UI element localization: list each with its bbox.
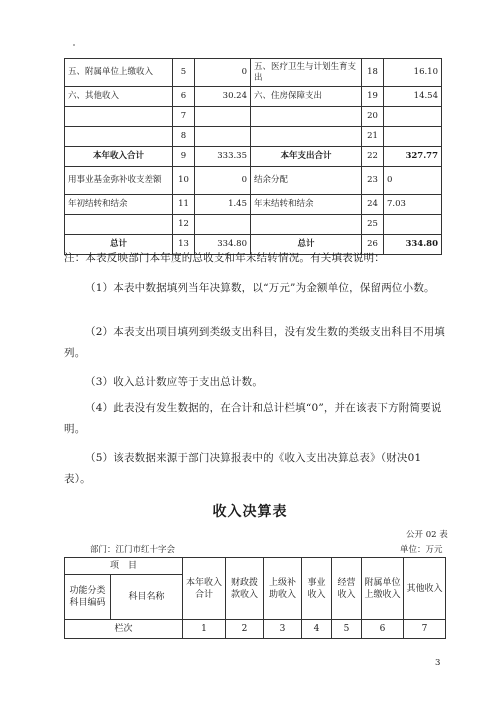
expense-total-value: 334.80 (384, 235, 442, 255)
page-number: 3 (435, 658, 441, 668)
row-number: 21 (362, 127, 384, 147)
notes-intro: 注：本表反映部门本年度的总收支和年末结转情况。有关填表说明： (64, 252, 385, 264)
col-number: 2 (226, 620, 264, 639)
table-row (65, 107, 442, 127)
unit-label: 单位：万元 (400, 545, 443, 555)
expense-subtotal-value: 327.77 (384, 147, 442, 167)
row-label: 栏次 (65, 620, 183, 639)
income-table-title: 收入决算表 (212, 504, 288, 520)
income-value (195, 215, 251, 235)
table-row (65, 127, 442, 147)
scan-mark (73, 44, 75, 46)
income-subtotal-value: 333.35 (195, 147, 251, 167)
note-1: （1）本表中数据填列当年决算数，以“万元”为金额单位，保留两位小数。 (85, 282, 435, 294)
table-row (65, 59, 442, 87)
table-row (65, 215, 442, 235)
income-item: 六、其他收入 (65, 87, 173, 107)
expense-value: 14.54 (384, 87, 442, 107)
income-item (65, 127, 173, 147)
table-row-subtotal (65, 147, 442, 167)
row-number: 5 (173, 59, 195, 87)
row-number: 26 (362, 235, 384, 255)
expense-item: 年末结转和结余 (251, 195, 362, 215)
income-value: 30.24 (195, 87, 251, 107)
income-value: 0 (195, 167, 251, 195)
table-row (65, 167, 442, 195)
note-3: （3）收入总计数应等于支出总计数。 (85, 376, 264, 388)
income-value (195, 107, 251, 127)
expense-item: 五、医疗卫生与计划生育支出 (251, 59, 362, 87)
col-number: 6 (362, 620, 404, 639)
row-number: 10 (173, 167, 195, 195)
header-subject-name: 科目名称 (111, 575, 183, 620)
col-header: 上级补助收入 (264, 558, 302, 620)
row-number: 8 (173, 127, 195, 147)
col-header: 本年收入合计 (183, 558, 226, 620)
row-number: 11 (173, 195, 195, 215)
table-row (65, 195, 442, 215)
expense-item: 六、住房保障支出 (251, 87, 362, 107)
col-header: 事业收入 (302, 558, 332, 620)
header-item: 项 目 (65, 558, 183, 575)
col-number: 5 (332, 620, 362, 639)
income-value: 1.45 (195, 195, 251, 215)
note-5: （5）该表数据来源于部门决算报表中的《收入支出决算总表》（财决01表）。 (64, 452, 422, 485)
row-number: 20 (362, 107, 384, 127)
department-label: 部门：江门市红十字会 (90, 545, 176, 555)
table-code: 公开 02 表 (406, 530, 448, 540)
col-header: 财政拨款收入 (226, 558, 264, 620)
expense-item (251, 127, 362, 147)
row-number: 13 (173, 235, 195, 255)
col-number: 7 (404, 620, 446, 639)
expense-value: 0 (384, 167, 442, 195)
expense-item (251, 107, 362, 127)
income-item: 五、附属单位上缴收入 (65, 59, 173, 87)
summary-table (64, 58, 442, 255)
income-subtotal-label: 本年收入合计 (65, 147, 173, 167)
expense-value (384, 215, 442, 235)
row-number: 12 (173, 215, 195, 235)
income-item (65, 107, 173, 127)
note-4: （4）此表没有发生数据的，在合计和总计栏填“0”，并在该表下方附简要说明。 (64, 402, 442, 435)
row-number: 19 (362, 87, 384, 107)
note-2: （2）本表支出项目填列到类级支出科目，没有发生数的类级支出科目不用填列。 (64, 326, 445, 359)
col-header: 经营收入 (332, 558, 362, 620)
income-total-value: 334.80 (195, 235, 251, 255)
income-item: 年初结转和结余 (65, 195, 173, 215)
col-number: 4 (302, 620, 332, 639)
row-number: 22 (362, 147, 384, 167)
col-header: 附属单位上缴收入 (362, 558, 404, 620)
income-value (195, 127, 251, 147)
col-number: 1 (183, 620, 226, 639)
expense-item (251, 215, 362, 235)
income-value: 0 (195, 59, 251, 87)
expense-value (384, 107, 442, 127)
expense-subtotal-label: 本年支出合计 (251, 147, 362, 167)
row-number: 24 (362, 195, 384, 215)
col-header: 其他收入 (404, 558, 446, 620)
row-number: 7 (173, 107, 195, 127)
income-total-label: 总计 (65, 235, 173, 255)
col-number: 3 (264, 620, 302, 639)
income-table (64, 557, 446, 639)
row-number: 6 (173, 87, 195, 107)
row-number: 9 (173, 147, 195, 167)
expense-value: 7.03 (384, 195, 442, 215)
income-item (65, 215, 173, 235)
row-number: 25 (362, 215, 384, 235)
income-item: 用事业基金弥补收支差额 (65, 167, 173, 195)
header-func-code: 功能分类科目编码 (65, 575, 111, 620)
row-number: 23 (362, 167, 384, 195)
expense-total-label: 总计 (251, 235, 362, 255)
expense-value (384, 127, 442, 147)
expense-value: 16.10 (384, 59, 442, 87)
table-row (65, 87, 442, 107)
row-number: 18 (362, 59, 384, 87)
expense-item: 结余分配 (251, 167, 362, 195)
